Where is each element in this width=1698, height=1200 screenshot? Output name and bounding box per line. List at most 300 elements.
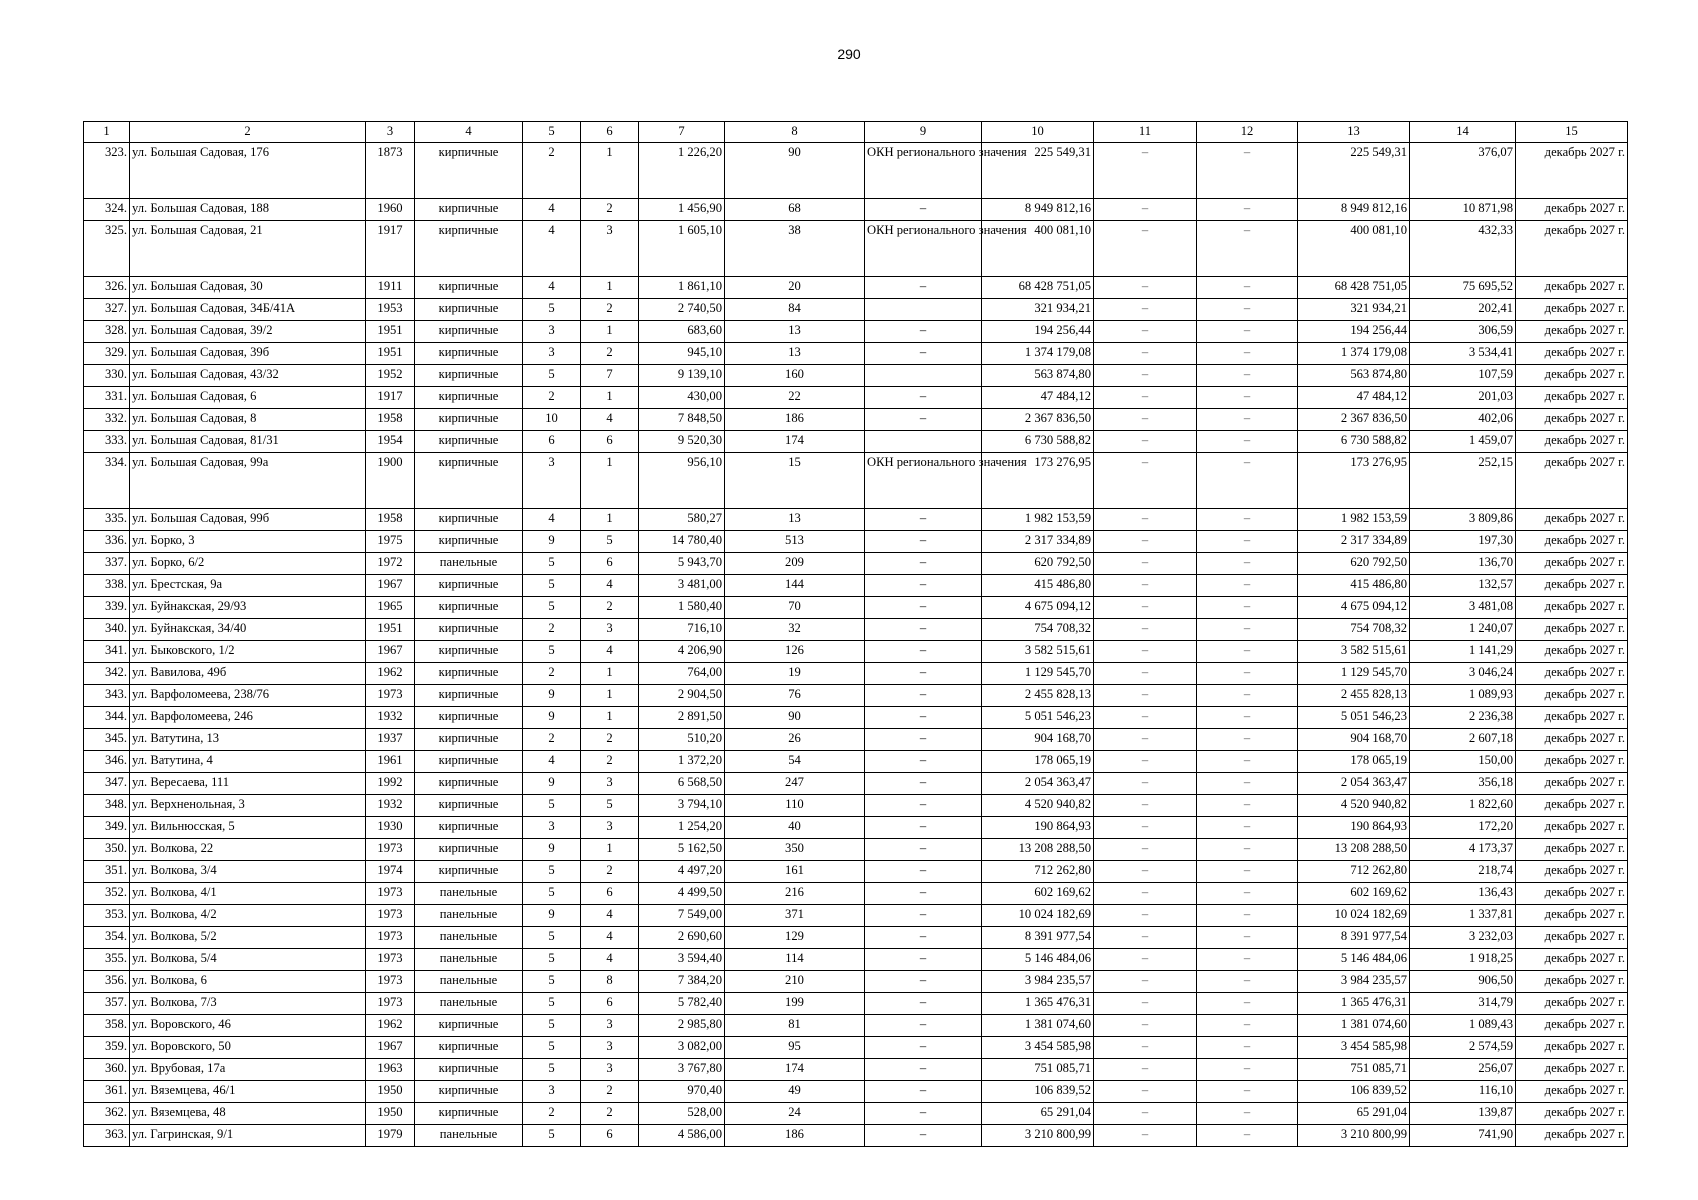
heritage-status-cell: – [865, 199, 982, 221]
wall-material-cell: кирпичные [415, 321, 523, 343]
entrances-cell: 2 [581, 343, 639, 365]
entrances-cell: 3 [581, 773, 639, 795]
residents-cell: 49 [725, 1081, 865, 1103]
unit-cost-cell: 1 822,60 [1410, 795, 1516, 817]
deadline-cell: декабрь 2027 г. [1516, 993, 1628, 1015]
floors-cell: 5 [523, 993, 581, 1015]
row-number: 329. [84, 343, 130, 365]
total-cost-cell: 3 210 800,99 [1298, 1125, 1410, 1147]
col11-cell: – [1094, 685, 1197, 707]
residents-cell: 199 [725, 993, 865, 1015]
area-cell: 2 740,50 [639, 299, 725, 321]
heritage-status-cell: – [865, 1015, 982, 1037]
row-number: 358. [84, 1015, 130, 1037]
table-row [84, 387, 1628, 409]
heritage-status-cell: – [865, 1103, 982, 1125]
heritage-status-cell: – [865, 1059, 982, 1081]
wall-material-cell: панельные [415, 905, 523, 927]
table-row [84, 409, 1628, 431]
year-cell: 1951 [366, 619, 415, 641]
area-cell: 2 690,60 [639, 927, 725, 949]
floors-cell: 5 [523, 1059, 581, 1081]
address-cell: ул. Большая Садовая, 21 [130, 221, 366, 277]
wall-material-cell: панельные [415, 993, 523, 1015]
deadline-cell: декабрь 2027 г. [1516, 1059, 1628, 1081]
residents-cell: 20 [725, 277, 865, 299]
row-number: 359. [84, 1037, 130, 1059]
address-cell: ул. Волкова, 4/1 [130, 883, 366, 905]
address-cell: ул. Вяземцева, 46/1 [130, 1081, 366, 1103]
table-row [84, 619, 1628, 641]
unit-cost-cell: 201,03 [1410, 387, 1516, 409]
floors-cell: 5 [523, 553, 581, 575]
entrances-cell: 5 [581, 795, 639, 817]
address-cell: ул. Большая Садовая, 176 [130, 143, 366, 199]
entrances-cell: 2 [581, 1081, 639, 1103]
floors-cell: 5 [523, 949, 581, 971]
row-number: 338. [84, 575, 130, 597]
year-cell: 1972 [366, 553, 415, 575]
area-cell: 1 580,40 [639, 597, 725, 619]
deadline-cell: декабрь 2027 г. [1516, 1103, 1628, 1125]
residents-cell: 22 [725, 387, 865, 409]
col12-cell: – [1197, 199, 1298, 221]
deadline-cell: декабрь 2027 г. [1516, 1125, 1628, 1147]
deadline-cell: декабрь 2027 г. [1516, 905, 1628, 927]
year-cell: 1992 [366, 773, 415, 795]
deadline-cell: декабрь 2027 г. [1516, 729, 1628, 751]
row-number: 337. [84, 553, 130, 575]
unit-cost-cell: 139,87 [1410, 1103, 1516, 1125]
cost-cell: 4 520 940,82 [982, 795, 1094, 817]
unit-cost-cell: 906,50 [1410, 971, 1516, 993]
year-cell: 1975 [366, 531, 415, 553]
unit-cost-cell: 3 534,41 [1410, 343, 1516, 365]
entrances-cell: 1 [581, 453, 639, 509]
cost-cell: 3 454 585,98 [982, 1037, 1094, 1059]
wall-material-cell: кирпичные [415, 143, 523, 199]
floors-cell: 3 [523, 453, 581, 509]
col12-cell: – [1197, 321, 1298, 343]
cost-cell: 1 374 179,08 [982, 343, 1094, 365]
col11-cell: – [1094, 619, 1197, 641]
col11-cell: – [1094, 795, 1197, 817]
entrances-cell: 2 [581, 597, 639, 619]
heritage-status-cell: – [865, 883, 982, 905]
year-cell: 1900 [366, 453, 415, 509]
wall-material-cell: кирпичные [415, 1081, 523, 1103]
deadline-cell: декабрь 2027 г. [1516, 299, 1628, 321]
col12-cell: – [1197, 619, 1298, 641]
col11-cell: – [1094, 663, 1197, 685]
col11-cell: – [1094, 221, 1197, 277]
heritage-status-cell: – [865, 1037, 982, 1059]
residents-cell: 76 [725, 685, 865, 707]
col11-cell: – [1094, 861, 1197, 883]
col12-cell: – [1197, 839, 1298, 861]
floors-cell: 2 [523, 143, 581, 199]
residents-cell: 350 [725, 839, 865, 861]
heritage-status-cell: – [865, 773, 982, 795]
address-cell: ул. Ватутина, 13 [130, 729, 366, 751]
address-cell: ул. Большая Садовая, 188 [130, 199, 366, 221]
unit-cost-cell: 1 089,43 [1410, 1015, 1516, 1037]
heritage-status-cell: – [865, 949, 982, 971]
floors-cell: 5 [523, 861, 581, 883]
total-cost-cell: 225 549,31 [1298, 143, 1410, 199]
total-cost-cell: 1 365 476,31 [1298, 993, 1410, 1015]
total-cost-cell: 2 054 363,47 [1298, 773, 1410, 795]
unit-cost-cell: 3 232,03 [1410, 927, 1516, 949]
cost-cell: 3 582 515,61 [982, 641, 1094, 663]
residents-cell: 70 [725, 597, 865, 619]
table-row [84, 575, 1628, 597]
cost-cell: 712 262,80 [982, 861, 1094, 883]
address-cell: ул. Волкова, 5/2 [130, 927, 366, 949]
table-row [84, 641, 1628, 663]
unit-cost-cell: 1 337,81 [1410, 905, 1516, 927]
row-number: 333. [84, 431, 130, 453]
total-cost-cell: 2 367 836,50 [1298, 409, 1410, 431]
row-number: 339. [84, 597, 130, 619]
floors-cell: 5 [523, 575, 581, 597]
unit-cost-cell: 4 173,37 [1410, 839, 1516, 861]
address-cell: ул. Волкова, 7/3 [130, 993, 366, 1015]
year-cell: 1950 [366, 1081, 415, 1103]
col12-cell: – [1197, 1081, 1298, 1103]
address-cell: ул. Волкова, 4/2 [130, 905, 366, 927]
floors-cell: 2 [523, 387, 581, 409]
year-cell: 1962 [366, 663, 415, 685]
row-number: 342. [84, 663, 130, 685]
column-header: 9 [865, 122, 982, 143]
unit-cost-cell: 741,90 [1410, 1125, 1516, 1147]
table-row [84, 453, 1628, 509]
wall-material-cell: кирпичные [415, 409, 523, 431]
residents-cell: 26 [725, 729, 865, 751]
unit-cost-cell: 402,06 [1410, 409, 1516, 431]
unit-cost-cell: 136,70 [1410, 553, 1516, 575]
floors-cell: 2 [523, 663, 581, 685]
col11-cell: – [1094, 553, 1197, 575]
table-row [84, 221, 1628, 277]
wall-material-cell: кирпичные [415, 707, 523, 729]
row-number: 347. [84, 773, 130, 795]
total-cost-cell: 2 317 334,89 [1298, 531, 1410, 553]
col11-cell: – [1094, 905, 1197, 927]
wall-material-cell: кирпичные [415, 199, 523, 221]
floors-cell: 9 [523, 707, 581, 729]
address-cell: ул. Борко, 6/2 [130, 553, 366, 575]
table-row [84, 993, 1628, 1015]
cost-cell: 415 486,80 [982, 575, 1094, 597]
table-row [84, 751, 1628, 773]
area-cell: 1 372,20 [639, 751, 725, 773]
table-row [84, 277, 1628, 299]
area-cell: 4 206,90 [639, 641, 725, 663]
floors-cell: 4 [523, 199, 581, 221]
entrances-cell: 1 [581, 387, 639, 409]
year-cell: 1967 [366, 575, 415, 597]
residents-cell: 513 [725, 531, 865, 553]
total-cost-cell: 3 454 585,98 [1298, 1037, 1410, 1059]
col12-cell: – [1197, 575, 1298, 597]
unit-cost-cell: 1 459,07 [1410, 431, 1516, 453]
residents-cell: 161 [725, 861, 865, 883]
entrances-cell: 4 [581, 949, 639, 971]
row-number: 324. [84, 199, 130, 221]
cost-cell: 2 367 836,50 [982, 409, 1094, 431]
col12-cell: – [1197, 905, 1298, 927]
unit-cost-cell: 356,18 [1410, 773, 1516, 795]
entrances-cell: 2 [581, 861, 639, 883]
year-cell: 1973 [366, 949, 415, 971]
column-header: 12 [1197, 122, 1298, 143]
deadline-cell: декабрь 2027 г. [1516, 553, 1628, 575]
entrances-cell: 2 [581, 1103, 639, 1125]
col11-cell: – [1094, 773, 1197, 795]
year-cell: 1960 [366, 199, 415, 221]
total-cost-cell: 400 081,10 [1298, 221, 1410, 277]
cost-cell: 3 984 235,57 [982, 971, 1094, 993]
heritage-status-cell: – [865, 861, 982, 883]
heritage-status-cell: – [865, 663, 982, 685]
entrances-cell: 3 [581, 1059, 639, 1081]
col11-cell: – [1094, 971, 1197, 993]
col11-cell: – [1094, 431, 1197, 453]
row-number: 345. [84, 729, 130, 751]
entrances-cell: 3 [581, 619, 639, 641]
col11-cell: – [1094, 365, 1197, 387]
unit-cost-cell: 172,20 [1410, 817, 1516, 839]
row-number: 331. [84, 387, 130, 409]
table-row [84, 883, 1628, 905]
col12-cell: – [1197, 365, 1298, 387]
column-header: 4 [415, 122, 523, 143]
total-cost-cell: 712 262,80 [1298, 861, 1410, 883]
floors-cell: 2 [523, 619, 581, 641]
year-cell: 1932 [366, 795, 415, 817]
cost-cell: 5 051 546,23 [982, 707, 1094, 729]
entrances-cell: 3 [581, 221, 639, 277]
column-header: 13 [1298, 122, 1410, 143]
entrances-cell: 2 [581, 199, 639, 221]
year-cell: 1930 [366, 817, 415, 839]
cost-cell: 754 708,32 [982, 619, 1094, 641]
residents-cell: 126 [725, 641, 865, 663]
area-cell: 3 794,10 [639, 795, 725, 817]
total-cost-cell: 1 982 153,59 [1298, 509, 1410, 531]
deadline-cell: декабрь 2027 г. [1516, 199, 1628, 221]
row-number: 363. [84, 1125, 130, 1147]
year-cell: 1911 [366, 277, 415, 299]
wall-material-cell: кирпичные [415, 387, 523, 409]
unit-cost-cell: 136,43 [1410, 883, 1516, 905]
cost-cell: 8 391 977,54 [982, 927, 1094, 949]
entrances-cell: 6 [581, 883, 639, 905]
floors-cell: 5 [523, 299, 581, 321]
floors-cell: 10 [523, 409, 581, 431]
entrances-cell: 3 [581, 1015, 639, 1037]
unit-cost-cell: 3 809,86 [1410, 509, 1516, 531]
col12-cell: – [1197, 685, 1298, 707]
area-cell: 956,10 [639, 453, 725, 509]
total-cost-cell: 5 051 546,23 [1298, 707, 1410, 729]
residents-cell: 247 [725, 773, 865, 795]
heritage-status-cell: – [865, 531, 982, 553]
column-header: 14 [1410, 122, 1516, 143]
deadline-cell: декабрь 2027 г. [1516, 817, 1628, 839]
residents-cell: 210 [725, 971, 865, 993]
year-cell: 1973 [366, 883, 415, 905]
wall-material-cell: кирпичные [415, 641, 523, 663]
residents-cell: 114 [725, 949, 865, 971]
deadline-cell: декабрь 2027 г. [1516, 861, 1628, 883]
entrances-cell: 1 [581, 143, 639, 199]
heritage-status-cell: – [865, 321, 982, 343]
col12-cell: – [1197, 277, 1298, 299]
unit-cost-cell: 1 240,07 [1410, 619, 1516, 641]
entrances-cell: 4 [581, 905, 639, 927]
area-cell: 3 481,00 [639, 575, 725, 597]
floors-cell: 5 [523, 641, 581, 663]
entrances-cell: 7 [581, 365, 639, 387]
heritage-status-cell: ОКН регионального значения [865, 143, 982, 199]
col11-cell: – [1094, 277, 1197, 299]
table-row [84, 795, 1628, 817]
row-number: 326. [84, 277, 130, 299]
col12-cell: – [1197, 641, 1298, 663]
wall-material-cell: кирпичные [415, 773, 523, 795]
row-number: 354. [84, 927, 130, 949]
floors-cell: 5 [523, 883, 581, 905]
cost-cell: 5 146 484,06 [982, 949, 1094, 971]
wall-material-cell: кирпичные [415, 795, 523, 817]
total-cost-cell: 8 391 977,54 [1298, 927, 1410, 949]
col12-cell: – [1197, 817, 1298, 839]
col12-cell: – [1197, 409, 1298, 431]
table-row [84, 817, 1628, 839]
col11-cell: – [1094, 453, 1197, 509]
year-cell: 1953 [366, 299, 415, 321]
area-cell: 7 384,20 [639, 971, 725, 993]
unit-cost-cell: 75 695,52 [1410, 277, 1516, 299]
year-cell: 1967 [366, 641, 415, 663]
area-cell: 7 848,50 [639, 409, 725, 431]
residents-cell: 19 [725, 663, 865, 685]
entrances-cell: 3 [581, 1037, 639, 1059]
col11-cell: – [1094, 1059, 1197, 1081]
address-cell: ул. Воровского, 50 [130, 1037, 366, 1059]
cost-cell: 1 365 476,31 [982, 993, 1094, 1015]
cost-cell: 602 169,62 [982, 883, 1094, 905]
residents-cell: 160 [725, 365, 865, 387]
table-body [84, 143, 1628, 1147]
row-number: 336. [84, 531, 130, 553]
floors-cell: 5 [523, 1037, 581, 1059]
row-number: 357. [84, 993, 130, 1015]
floors-cell: 3 [523, 321, 581, 343]
area-cell: 2 985,80 [639, 1015, 725, 1037]
heritage-status-cell: – [865, 927, 982, 949]
row-number: 332. [84, 409, 130, 431]
entrances-cell: 1 [581, 707, 639, 729]
col12-cell: – [1197, 751, 1298, 773]
total-cost-cell: 68 428 751,05 [1298, 277, 1410, 299]
col12-cell: – [1197, 387, 1298, 409]
col12-cell: – [1197, 1015, 1298, 1037]
heritage-status-cell: – [865, 1125, 982, 1147]
deadline-cell: декабрь 2027 г. [1516, 927, 1628, 949]
total-cost-cell: 904 168,70 [1298, 729, 1410, 751]
entrances-cell: 4 [581, 927, 639, 949]
year-cell: 1967 [366, 1037, 415, 1059]
wall-material-cell: кирпичные [415, 575, 523, 597]
row-number: 356. [84, 971, 130, 993]
table-row [84, 905, 1628, 927]
year-cell: 1962 [366, 1015, 415, 1037]
heritage-status-cell: – [865, 1081, 982, 1103]
heritage-status-cell [865, 365, 982, 387]
unit-cost-cell: 314,79 [1410, 993, 1516, 1015]
year-cell: 1973 [366, 905, 415, 927]
heritage-status-cell: – [865, 597, 982, 619]
residents-cell: 216 [725, 883, 865, 905]
area-cell: 3 082,00 [639, 1037, 725, 1059]
col11-cell: – [1094, 707, 1197, 729]
row-number: 344. [84, 707, 130, 729]
row-number: 341. [84, 641, 130, 663]
wall-material-cell: кирпичные [415, 839, 523, 861]
year-cell: 1958 [366, 509, 415, 531]
table-row [84, 861, 1628, 883]
floors-cell: 2 [523, 1103, 581, 1125]
unit-cost-cell: 252,15 [1410, 453, 1516, 509]
year-cell: 1932 [366, 707, 415, 729]
col12-cell: – [1197, 949, 1298, 971]
year-cell: 1973 [366, 971, 415, 993]
cost-cell: 400 081,10 [982, 221, 1094, 277]
year-cell: 1954 [366, 431, 415, 453]
col11-cell: – [1094, 751, 1197, 773]
residents-cell: 110 [725, 795, 865, 817]
entrances-cell: 1 [581, 277, 639, 299]
wall-material-cell: кирпичные [415, 365, 523, 387]
table-row [84, 1015, 1628, 1037]
heritage-status-cell: – [865, 509, 982, 531]
address-cell: ул. Буйнакская, 34/40 [130, 619, 366, 641]
deadline-cell: декабрь 2027 г. [1516, 685, 1628, 707]
entrances-cell: 1 [581, 321, 639, 343]
residents-cell: 186 [725, 1125, 865, 1147]
year-cell: 1873 [366, 143, 415, 199]
deadline-cell: декабрь 2027 г. [1516, 1081, 1628, 1103]
cost-cell: 2 054 363,47 [982, 773, 1094, 795]
residents-cell: 13 [725, 321, 865, 343]
cost-cell: 173 276,95 [982, 453, 1094, 509]
heritage-status-cell: – [865, 641, 982, 663]
wall-material-cell: кирпичные [415, 817, 523, 839]
area-cell: 5 162,50 [639, 839, 725, 861]
year-cell: 1958 [366, 409, 415, 431]
total-cost-cell: 1 129 545,70 [1298, 663, 1410, 685]
col12-cell: – [1197, 431, 1298, 453]
row-number: 350. [84, 839, 130, 861]
area-cell: 3 767,80 [639, 1059, 725, 1081]
table-row [84, 343, 1628, 365]
address-cell: ул. Ватутина, 4 [130, 751, 366, 773]
housing-registry-table [83, 121, 1628, 1147]
